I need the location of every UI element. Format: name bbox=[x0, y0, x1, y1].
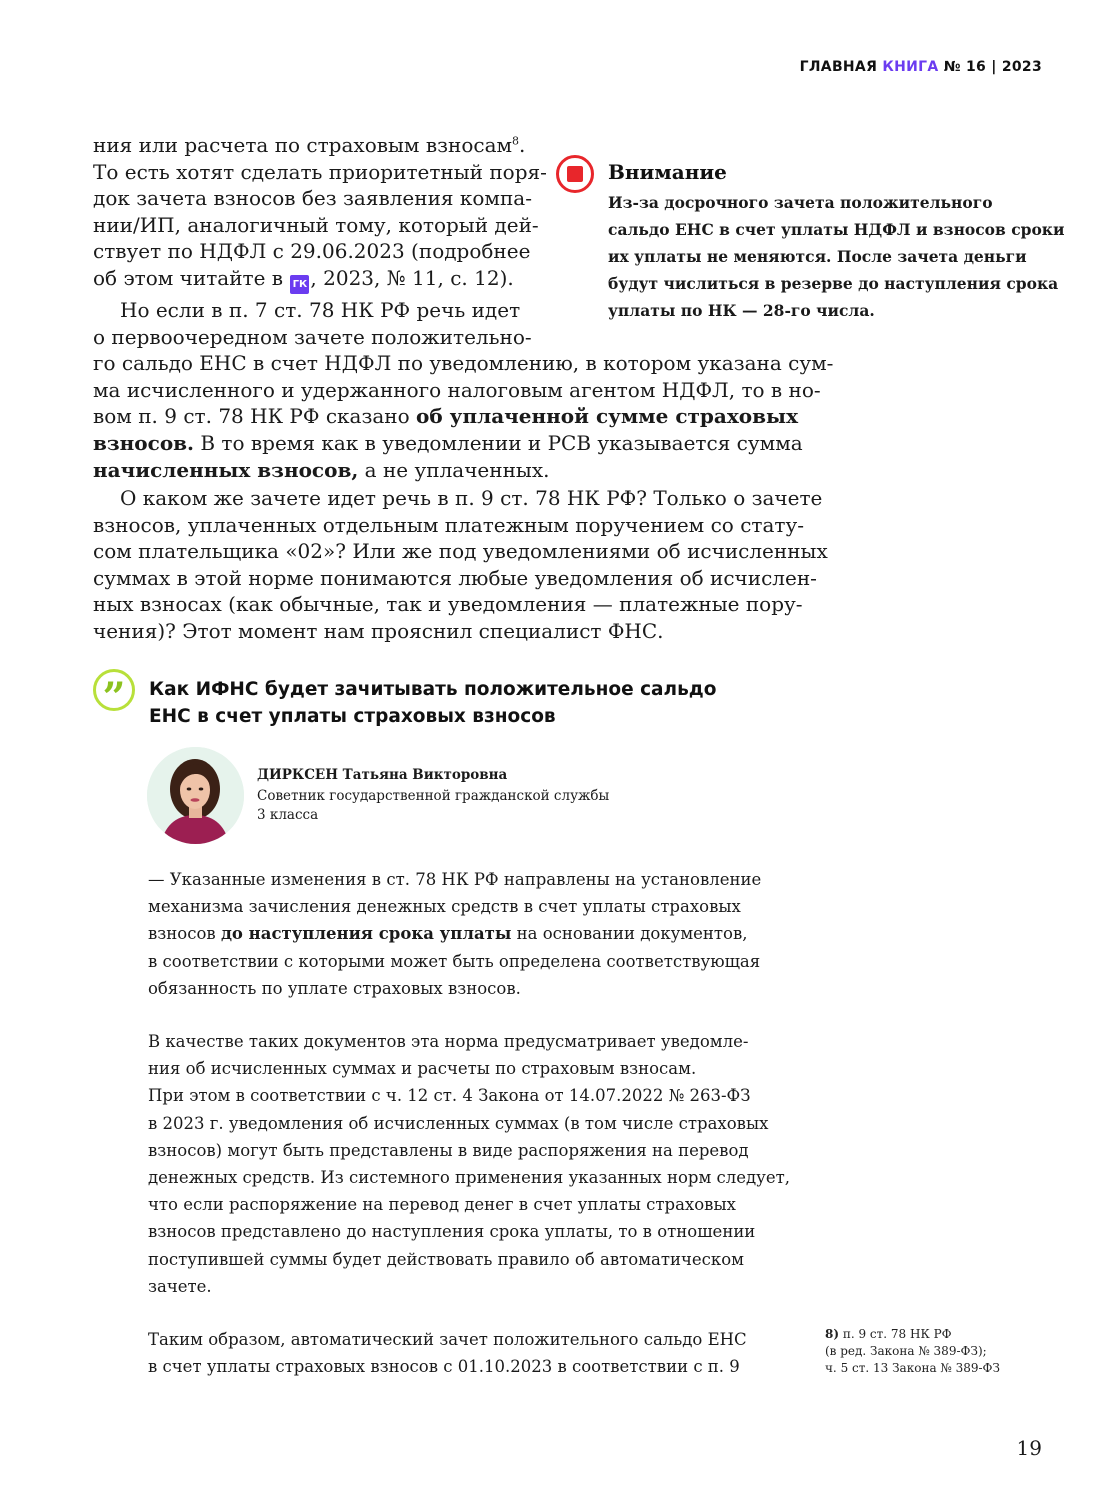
text-line: док зачета взносов без заявления компа- bbox=[93, 186, 532, 211]
text-line: взносов) могут быть представлены в виде распоряжения на перевод bbox=[148, 1140, 749, 1160]
text-line: ствует по НДФЛ с 29.06.2023 (подробнее bbox=[93, 239, 531, 264]
text-line: в соответствии с которыми может быть определена соответствующая bbox=[148, 951, 761, 971]
text-line: обязанность по уплате страховых взносов. bbox=[148, 978, 521, 998]
footnote: 8) п. 9 ст. 78 НК РФ (в ред. Закона № 389-ФЗ); ч. 5 ст. 13 Закона № 389-ФЗ bbox=[825, 1327, 1000, 1375]
text-line: сальдо ЕНС в счет уплаты НДФЛ и взносов сроки bbox=[608, 220, 1065, 239]
emphasis: взносов. bbox=[93, 430, 195, 455]
text-line: о первоочередном зачете положительно- bbox=[93, 324, 532, 349]
text-line: ных взносах (как обычные, так и уведомления — платежные пору- bbox=[93, 592, 803, 617]
text-line: механизма зачисления денежных средств в счет уплаты страховых bbox=[148, 897, 741, 917]
text-line: Из-за досрочного зачета положительного bbox=[608, 193, 993, 212]
text-line: — Указанные изменения в ст. 78 НК РФ направлены на установление bbox=[148, 870, 762, 889]
text-line: в счет уплаты страховых взносов с 01.10.2023 в соответствии с п. 9 bbox=[148, 1357, 740, 1377]
text-line: сом плательщика «02»? Или же под уведомлениями об исчисленных bbox=[93, 539, 828, 564]
text-line: ния или расчета по страховым взносам$^8$. bbox=[93, 133, 526, 157]
text-line: их уплаты не меняются. После зачета деньги bbox=[608, 247, 1027, 266]
expert-name: ДИРКСЕН Татьяна Викторовна bbox=[257, 767, 508, 783]
text-line: В качестве таких документов эта норма предусматривает уведомле- bbox=[148, 1032, 749, 1051]
expert-position: Советник государственной гражданской службы 3 класса bbox=[257, 788, 610, 823]
text-line: взносов представлено до наступления срока уплаты, то в отношении bbox=[148, 1222, 756, 1242]
emphasis: об уплаченной сумме страховых bbox=[416, 404, 798, 429]
text-line: Таким образом, автоматический зачет положительного сальдо ЕНС bbox=[148, 1330, 747, 1349]
emphasis: начисленных взносов, bbox=[93, 457, 359, 482]
text-line: То есть хотят сделать приоритетный поря- bbox=[93, 159, 547, 184]
quote-paragraph-1 bbox=[148, 866, 770, 1002]
text-line: денежных средств. Из системного применения указанных норм следует, bbox=[148, 1168, 791, 1188]
text-line: зачете. bbox=[148, 1276, 212, 1296]
quote-icon: ” bbox=[93, 669, 135, 711]
text-line: взносов, уплаченных отдельным платежным поручением со стату- bbox=[93, 512, 804, 537]
text-line: Но если в п. 7 ст. 78 НК РФ речь идет bbox=[120, 298, 521, 322]
paragraph-1 bbox=[93, 132, 547, 294]
attention-text bbox=[608, 189, 1065, 324]
avatar bbox=[147, 747, 244, 844]
running-header bbox=[800, 59, 1042, 75]
text-line: что если распоряжение на перевод денег в счет уплаты страховых bbox=[148, 1195, 736, 1215]
quote-paragraph-2 bbox=[148, 1028, 791, 1300]
text-line: будут числиться в резерве до наступления срока bbox=[608, 274, 1059, 293]
text-line: ма исчисленного и удержанного налоговым агентом НДФЛ, то в но- bbox=[93, 377, 821, 402]
text-line: О каком же зачете идет речь в п. 9 ст. 78 НК РФ? Только о зачете bbox=[120, 486, 823, 510]
text-line: начисленных взносов, а не уплаченных. bbox=[93, 457, 550, 482]
quote-title: Как ИФНС будет зачитывать положительное сальдо ЕНС в счет уплаты страховых взносов bbox=[149, 679, 717, 727]
person-portrait-icon bbox=[147, 747, 244, 844]
gk-logo-icon: ГК bbox=[290, 275, 309, 294]
text-line: При этом в соответствии с ч. 12 ст. 4 Закона от 14.07.2022 № 263-ФЗ bbox=[148, 1086, 751, 1106]
text-line: го сальдо ЕНС в счет НДФЛ по уведомлению, в котором указана сум- bbox=[93, 351, 834, 376]
text-line: об этом читайте в ГК , 2023, № 11, с. 12). bbox=[93, 265, 513, 294]
paragraph-3 bbox=[93, 485, 828, 645]
text-line: нии/ИП, аналогичный тому, который дей- bbox=[93, 212, 539, 237]
attention-title: Внимание bbox=[608, 160, 727, 184]
text-line: ния об исчисленных суммах и расчеты по страховым взносам. bbox=[148, 1059, 697, 1079]
text-line: поступившей суммы будет действовать правило об автоматическом bbox=[148, 1249, 745, 1269]
attention-icon bbox=[556, 155, 594, 193]
text-line: суммах в этой норме понимаются любые уведомления об исчислен- bbox=[93, 565, 817, 590]
header-issue: № 16 | 2023 bbox=[943, 59, 1042, 75]
page-number: 19 bbox=[1016, 1436, 1042, 1460]
text-line: вом п. 9 ст. 78 НК РФ сказано об уплаченной сумме страховых bbox=[93, 404, 798, 429]
paragraph-2 bbox=[93, 297, 834, 483]
footnote-ref[interactable]: 8 bbox=[512, 134, 520, 148]
emphasis: до наступления срока уплаты bbox=[220, 924, 512, 944]
text-line: чения)? Этот момент нам прояснил специалист ФНС. bbox=[93, 618, 664, 643]
text-line: взносов до наступления срока уплаты на основании документов, bbox=[148, 924, 748, 944]
footnote-number: 8) bbox=[825, 1327, 840, 1341]
text-line: уплаты по НК — 28-го числа. bbox=[608, 301, 875, 320]
header-magazine: ГЛАВНАЯ bbox=[799, 59, 878, 75]
text-line: взносов. В то время как в уведомлении и РСВ указывается сумма bbox=[93, 430, 803, 455]
header-magazine-accent: КНИГА bbox=[882, 59, 939, 75]
text-line: в 2023 г. уведомления об исчисленных суммах (в том числе страховых bbox=[148, 1113, 769, 1133]
quote-paragraph-3 bbox=[148, 1326, 770, 1380]
